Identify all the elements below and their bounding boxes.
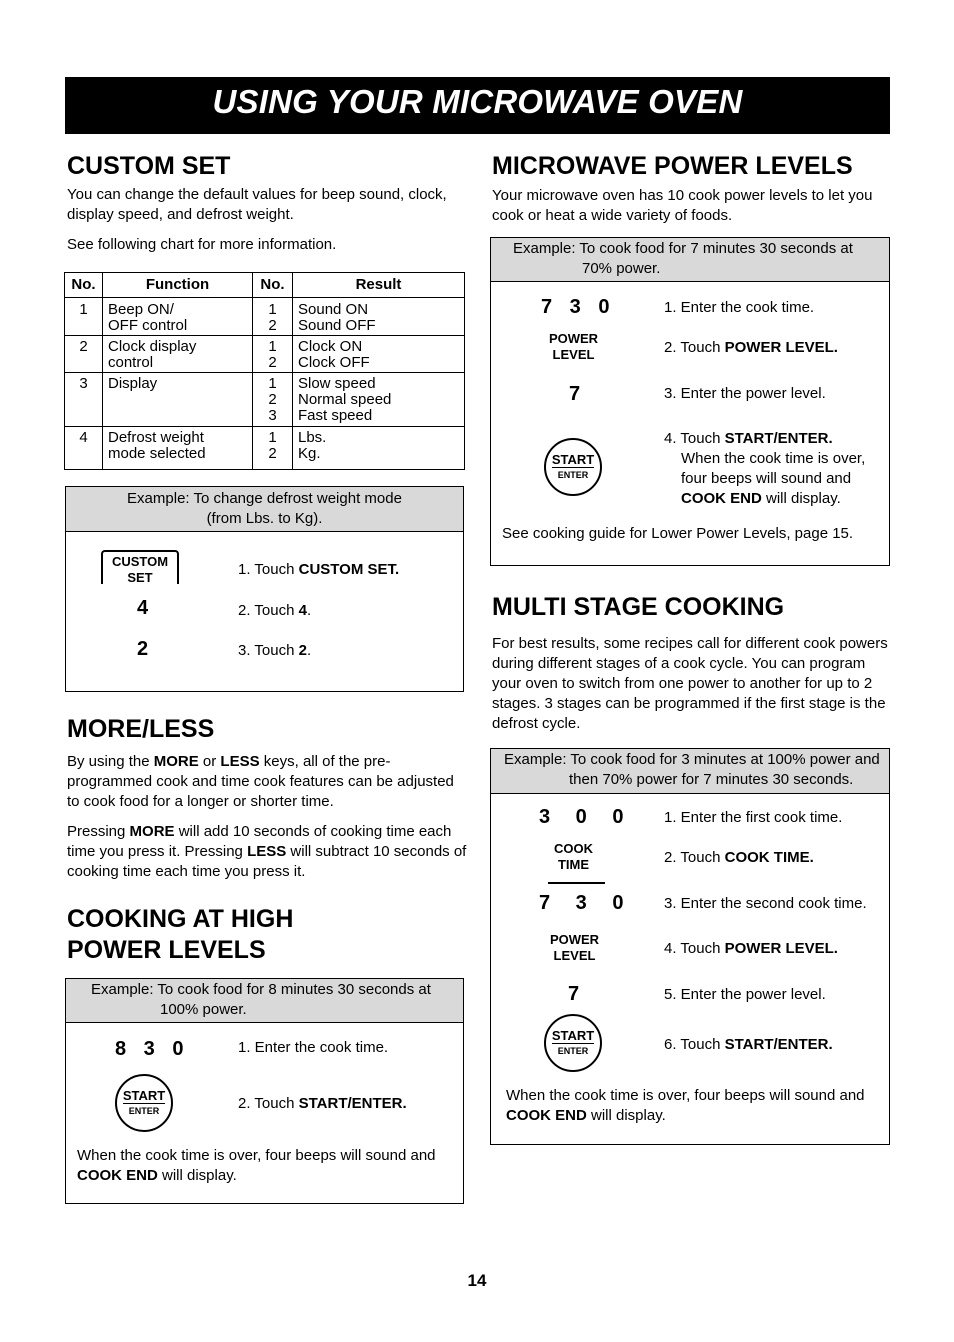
power-levels-footer: See cooking guide for Lower Power Levels, page 15. [502,525,854,542]
col-header-function: Function [103,273,253,298]
multi-step-2: 2. Touch COOK TIME. [664,849,814,866]
more-less-heading: MORE/LESS [67,715,215,743]
power-step-2: 2. Touch POWER LEVEL. [664,339,838,356]
example-header [66,487,463,532]
table-row [65,427,465,470]
cell-no: 1 [65,298,103,336]
start-enter-icon: START ENTER [544,1014,602,1072]
multi-step-5: 5. Enter the power level. [664,986,826,1003]
start-enter-icon: START ENTER [544,438,602,496]
multi-stage-heading: MULTI STAGE COOKING [492,593,785,621]
page-banner [65,77,890,134]
custom-step-1: 1. Touch CUSTOM SET. [238,561,400,578]
example-header [491,238,889,282]
custom-set-example-box [65,486,464,692]
key-2: 2 [137,638,155,660]
cell-function: Clock display control [103,336,253,373]
power-level-key: POWER LEVEL [548,331,599,362]
custom-set-key [101,550,179,584]
more-less-p1: By using the MORE or LESS keys, all of the pre-programmed cook and time cook features can be adjusted to cook food for a longer or shorter time. [67,753,454,810]
table-row [65,336,465,373]
col-header-no2: No. [253,273,293,298]
custom-set-table [64,272,465,470]
high-power-example-box [65,978,464,1204]
example-header [491,749,889,794]
cell-nums: 1 2 [253,298,293,336]
custom-key-label-1: CUSTOM [111,554,169,569]
cell-result: Slow speed Normal speed Fast speed [293,373,465,427]
col-header-no: No. [65,273,103,298]
cell-result: Lbs. Kg. [293,427,465,470]
cell-result: Clock ON Clock OFF [293,336,465,373]
more-less-p2: Pressing MORE will add 10 seconds of cooking time each time you press it. Pressing LESS will subtract 10 seconds of cooking time each time you press it. [67,823,467,880]
power-step-4: 4. Touch START/ENTER. When the cook time is over, four beeps will sound and COOK END will display. [664,430,866,507]
cook-time-key: COOK TIME [554,841,593,872]
multi-stage-footer: When the cook time is over, four beeps will sound and COOK END will display. [506,1087,865,1124]
cell-nums: 1 2 [253,336,293,373]
digits-300: 3 0 0 [539,806,634,828]
example-header-line1: Example: To cook food for 8 minutes 30 seconds at [91,981,431,998]
power-step-1: 1. Enter the cook time. [664,299,815,316]
custom-set-intro: You can change the default values for beep sound, clock, display speed, and defrost weight. [67,186,447,223]
table-row [65,298,465,336]
table-row [65,373,465,427]
multi-stage-example-box [490,748,890,1145]
digits-830: 8 3 0 [115,1038,190,1060]
example-header-line1: Example: To cook food for 3 minutes at 100% power and [504,751,880,768]
custom-set-see-chart: See following chart for more information. [67,236,337,253]
example-header-line1: Example: To change defrost weight mode [127,490,402,507]
power-levels-intro: Your microwave oven has 10 cook power levels to let you cook or heat a wide variety of foods. [492,187,873,224]
example-header-line1: Example: To cook food for 7 minutes 30 seconds at [513,240,853,257]
key-7: 7 [569,383,587,405]
high-step-2: 2. Touch START/ENTER. [238,1095,407,1112]
key-4: 4 [137,597,155,619]
power-levels-heading: MICROWAVE POWER LEVELS [492,152,853,180]
example-header-line2: 100% power. [160,1001,247,1018]
cell-nums: 1 2 3 [253,373,293,427]
high-step-1: 1. Enter the cook time. [238,1039,389,1056]
multi-step-3: 3. Enter the second cook time. [664,895,867,912]
custom-set-heading: CUSTOM SET [67,152,231,180]
cell-no: 2 [65,336,103,373]
custom-step-3: 3. Touch 2. [238,642,312,659]
cell-function: Beep ON/ OFF control [103,298,253,336]
multi-step-6: 6. Touch START/ENTER. [664,1036,833,1053]
custom-key-label-2: SET [127,570,153,585]
power-level-key: POWER LEVEL [549,932,600,963]
page-title: USING YOUR MICROWAVE OVEN [212,83,743,120]
example-header-line2: then 70% power for 7 minutes 30 seconds. [569,771,854,788]
cell-function: Display [103,373,253,427]
col-header-result: Result [293,273,465,298]
power-levels-example-box [490,237,890,566]
high-power-heading: COOKING AT HIGH POWER LEVELS [67,905,294,964]
cell-no: 3 [65,373,103,427]
cell-function: Defrost weight mode selected [103,427,253,470]
high-power-footer: When the cook time is over, four beeps will sound and COOK END will display. [77,1147,436,1184]
multi-step-4: 4. Touch POWER LEVEL. [664,940,838,957]
cell-no: 4 [65,427,103,470]
example-header-line2: (from Lbs. to Kg). [206,510,323,527]
page-number: 14 [467,1271,487,1290]
multi-step-1: 1. Enter the first cook time. [664,809,843,826]
cell-nums: 1 2 [253,427,293,470]
table-header-row [65,273,465,298]
example-header-line2: 70% power. [582,260,661,277]
power-step-3: 3. Enter the power level. [664,385,826,402]
custom-step-2: 2. Touch 4. [238,602,312,619]
digits-730: 7 3 0 [541,296,616,318]
divider-line [548,882,605,884]
cell-result: Sound ON Sound OFF [293,298,465,336]
start-enter-icon: START ENTER [115,1074,173,1132]
multi-stage-intro: For best results, some recipes call for different cook powers during different stages of a cook cycle. You can program your oven to switch from one power to another for up to 2 stages. 3 stages can be programmed if the first stage is the defrost cycle. [492,635,888,732]
digits-730: 7 3 0 [539,892,634,914]
example-header [66,979,463,1023]
key-7: 7 [568,983,586,1005]
